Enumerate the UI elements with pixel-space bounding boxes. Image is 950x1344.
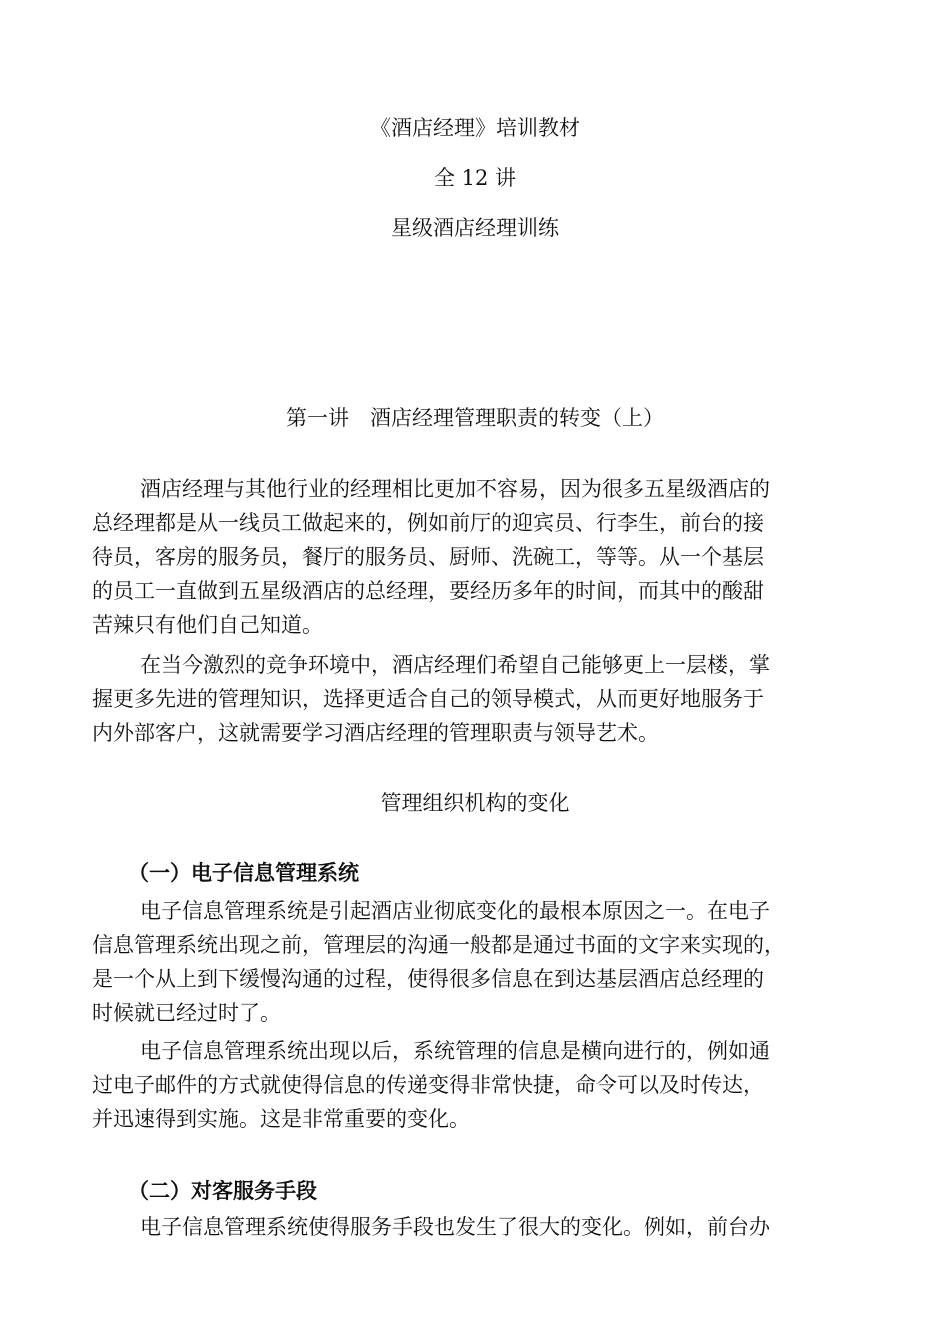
paragraph-line: 是一个从上到下缓慢沟通的过程，使得很多信息在到达基层酒店总经理的 bbox=[92, 967, 764, 991]
lecture-title: 第一讲 酒店经理管理职责的转变（上） bbox=[286, 406, 664, 430]
paragraph-line: 过电子邮件的方式就使得信息的传递变得非常快捷，命令可以及时传达， bbox=[92, 1073, 764, 1097]
document-title: 《酒店经理》培训教材 bbox=[370, 116, 580, 140]
series-title: 星级酒店经理训练 bbox=[391, 216, 559, 240]
paragraph-line: 时候就已经过时了。 bbox=[92, 1001, 281, 1025]
paragraph-line: 在当今激烈的竞争环境中，酒店经理们希望自己能够更上一层楼，掌 bbox=[140, 653, 770, 677]
paragraph-line: 电子信息管理系统使得服务手段也发生了很大的变化。例如，前台办 bbox=[140, 1215, 770, 1239]
paragraph-line: 信息管理系统出现之前，管理层的沟通一般都是通过书面的文字来实现的， bbox=[92, 933, 785, 957]
paragraph-line: 总经理都是从一线员工做起来的，例如前厅的迎宾员、行李生，前台的接 bbox=[92, 511, 764, 535]
paragraph-line: 苦辣只有他们自己知道。 bbox=[92, 613, 323, 637]
lecture-count: 全 12 讲 bbox=[433, 166, 517, 190]
paragraph-line: 待员，客房的服务员，餐厅的服务员、厨师、洗碗工，等等。从一个基层 bbox=[92, 545, 764, 569]
paragraph-line: 电子信息管理系统是引起酒店业彻底变化的最根本原因之一。在电子 bbox=[140, 899, 770, 923]
paragraph-line: 酒店经理与其他行业的经理相比更加不容易，因为很多五星级酒店的 bbox=[140, 477, 770, 501]
paragraph-line: 并迅速得到实施。这是非常重要的变化。 bbox=[92, 1107, 470, 1131]
paragraph-line: 握更多先进的管理知识，选择更适合自己的领导模式，从而更好地服务于 bbox=[92, 687, 764, 711]
subsection-heading: （二）对客服务手段 bbox=[128, 1179, 317, 1203]
section-title: 管理组织机构的变化 bbox=[380, 791, 570, 815]
paragraph-line: 的员工一直做到五星级酒店的总经理，要经历多年的时间，而其中的酸甜 bbox=[92, 579, 764, 603]
paragraph-line: 内外部客户，这就需要学习酒店经理的管理职责与领导艺术。 bbox=[92, 721, 659, 745]
paragraph-line: 电子信息管理系统出现以后，系统管理的信息是横向进行的，例如通 bbox=[140, 1039, 770, 1063]
subsection-heading: （一）电子信息管理系统 bbox=[128, 861, 359, 885]
